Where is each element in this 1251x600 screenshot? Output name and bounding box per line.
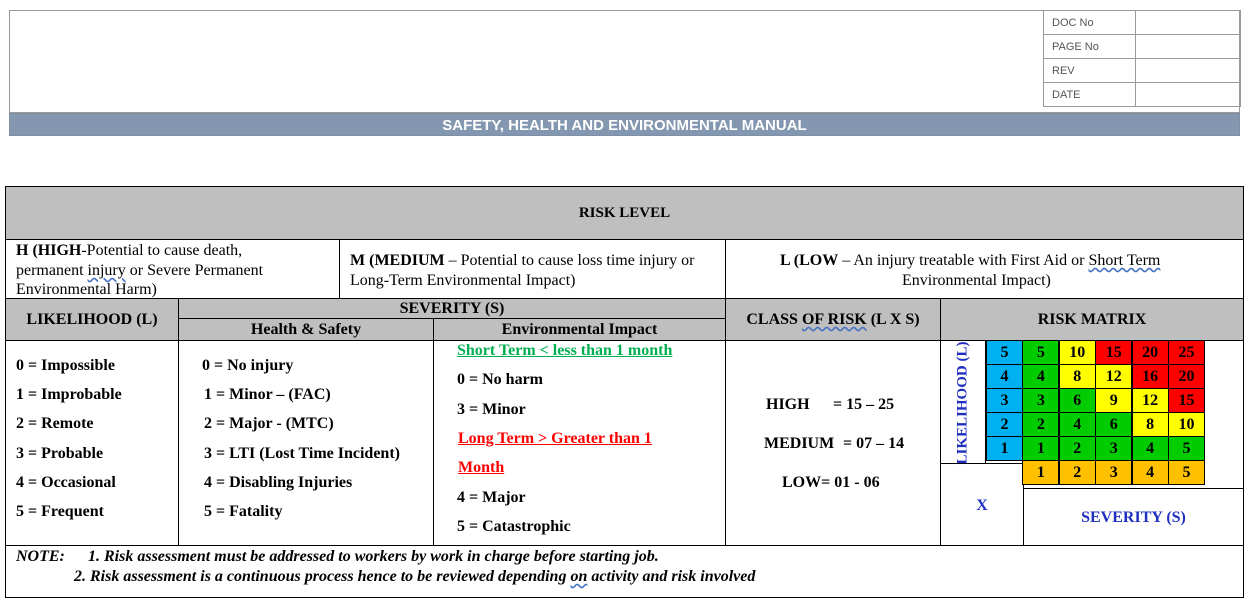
matrix-severity-value: 2 bbox=[1059, 460, 1096, 485]
matrix-severity-axis-label: SEVERITY (S) bbox=[1081, 509, 1186, 526]
medium-line-1 bbox=[350, 252, 694, 270]
long-term-heading-line-2: Month bbox=[458, 459, 505, 476]
matrix-cell: 6 bbox=[1059, 388, 1096, 413]
low-name: LOW bbox=[799, 252, 839, 269]
high-code: H ( bbox=[16, 242, 38, 259]
high-name: HIGH bbox=[37, 242, 82, 259]
note-line-2b: on bbox=[570, 568, 588, 585]
risk-level-header bbox=[5, 186, 1244, 240]
risk-level-high bbox=[5, 239, 340, 299]
health-safety-body bbox=[178, 340, 434, 546]
likelihood-body bbox=[5, 340, 179, 546]
high-desc-2c: or Severe Permanent bbox=[125, 262, 264, 279]
health-safety-header-label: Health & Safety bbox=[250, 321, 362, 338]
meta-label: DOC No bbox=[1044, 11, 1136, 35]
class-of-risk-header bbox=[725, 298, 941, 341]
medium-code: M ( bbox=[350, 252, 375, 269]
note-line-2 bbox=[74, 568, 755, 586]
severity-header bbox=[178, 298, 726, 319]
matrix-cell: 10 bbox=[1059, 340, 1096, 365]
health-safety-item: 1 = Minor – (FAC) bbox=[204, 386, 331, 403]
matrix-severity-value: 1 bbox=[1022, 460, 1059, 485]
risk-matrix-header-label: RISK MATRIX bbox=[1037, 311, 1147, 328]
long-term-heading-line-1: Long Term > Greater than 1 bbox=[458, 430, 652, 447]
meta-value bbox=[1136, 35, 1241, 59]
high-line-1 bbox=[16, 242, 242, 260]
matrix-cell: 8 bbox=[1059, 364, 1096, 389]
health-safety-header bbox=[178, 318, 434, 341]
class-range-low: = 01 - 06 bbox=[821, 474, 880, 491]
low-line-1 bbox=[780, 252, 1160, 270]
matrix-likelihood-value: 2 bbox=[986, 412, 1023, 437]
matrix-likelihood-value: 1 bbox=[986, 436, 1023, 461]
environmental-item: 0 = No harm bbox=[457, 371, 543, 388]
environmental-item: 4 = Major bbox=[457, 489, 526, 506]
meta-value bbox=[1136, 11, 1241, 35]
matrix-cell: 15 bbox=[1095, 340, 1132, 365]
matrix-cell: 6 bbox=[1095, 412, 1132, 437]
matrix-cell: 3 bbox=[1095, 436, 1132, 461]
matrix-cell: 12 bbox=[1095, 364, 1132, 389]
matrix-severity-value: 4 bbox=[1132, 460, 1169, 485]
matrix-likelihood-value: 4 bbox=[986, 364, 1023, 389]
matrix-cell: 10 bbox=[1168, 412, 1205, 437]
meta-row-doc-no bbox=[1044, 11, 1241, 35]
high-line-3: Environmental Harm) bbox=[16, 281, 157, 298]
matrix-cell: 15 bbox=[1168, 388, 1205, 413]
matrix-x-cell bbox=[940, 463, 1024, 546]
likelihood-header bbox=[5, 298, 179, 341]
note-line-2c: activity and risk involved bbox=[587, 568, 756, 585]
note-line-2a: 2. Risk assessment is a continuous process hence to be reviewed depending bbox=[74, 568, 571, 585]
meta-row-date bbox=[1044, 83, 1241, 107]
matrix-x-label: X bbox=[976, 497, 988, 514]
matrix-cell: 2 bbox=[1022, 412, 1059, 437]
class-of-risk-b: OF RISK bbox=[801, 311, 867, 328]
meta-row-rev bbox=[1044, 59, 1241, 83]
environmental-header-label: Environmental Impact bbox=[501, 321, 658, 338]
health-safety-item: 2 = Major - (MTC) bbox=[204, 415, 334, 432]
risk-level-medium bbox=[339, 239, 726, 299]
class-of-risk-body bbox=[725, 340, 941, 546]
matrix-cell: 8 bbox=[1132, 412, 1169, 437]
matrix-cell: 2 bbox=[1059, 436, 1096, 461]
meta-label: DATE bbox=[1044, 83, 1136, 107]
low-code: L ( bbox=[780, 252, 800, 269]
environmental-body bbox=[433, 340, 726, 546]
high-desc-1: -Potential to cause death, bbox=[81, 242, 243, 259]
environmental-header bbox=[433, 318, 726, 341]
high-desc-2b: injury bbox=[87, 262, 126, 279]
class-label-medium: MEDIUM bbox=[764, 435, 835, 452]
health-safety-item: 3 = LTI (Lost Time Incident) bbox=[204, 445, 400, 462]
class-label-high: HIGH bbox=[766, 396, 810, 413]
medium-desc-1: – Potential to cause loss time injury or bbox=[444, 252, 695, 269]
document-meta-table bbox=[1043, 10, 1241, 107]
matrix-cell: 4 bbox=[1132, 436, 1169, 461]
matrix-cell: 4 bbox=[1022, 364, 1059, 389]
matrix-cell: 1 bbox=[1022, 436, 1059, 461]
class-label-low bbox=[782, 474, 880, 492]
class-of-risk-c: (L X S) bbox=[866, 311, 920, 328]
matrix-cell: 12 bbox=[1132, 388, 1169, 413]
medium-line-2: Long-Term Environmental Impact) bbox=[350, 272, 576, 289]
matrix-likelihood-value: 5 bbox=[986, 340, 1023, 365]
class-of-risk-header-label bbox=[726, 311, 940, 329]
matrix-severity-value: 3 bbox=[1095, 460, 1132, 485]
health-safety-item: 0 = No injury bbox=[202, 357, 294, 374]
matrix-likelihood-value: 3 bbox=[986, 388, 1023, 413]
matrix-severity-axis-cell bbox=[1023, 488, 1244, 546]
meta-value bbox=[1136, 83, 1241, 107]
health-safety-item: 5 = Fatality bbox=[204, 503, 283, 520]
matrix-cell: 3 bbox=[1022, 388, 1059, 413]
severity-header-label: SEVERITY (S) bbox=[399, 300, 505, 317]
medium-name: MEDIUM bbox=[374, 252, 445, 269]
low-desc-1a: – An injury treatable with First Aid or bbox=[838, 252, 1089, 269]
health-safety-item: 4 = Disabling Injuries bbox=[204, 474, 353, 491]
matrix-cell: 5 bbox=[1022, 340, 1059, 365]
meta-label: REV bbox=[1044, 59, 1136, 83]
likelihood-header-label: LIKELIHOOD (L) bbox=[26, 311, 158, 328]
manual-title-bar: SAFETY, HEALTH AND ENVIRONMENTAL MANUAL bbox=[9, 113, 1240, 136]
matrix-cell: 4 bbox=[1059, 412, 1096, 437]
matrix-cell: 20 bbox=[1132, 340, 1169, 365]
matrix-cell: 5 bbox=[1168, 436, 1205, 461]
risk-level-title: RISK LEVEL bbox=[578, 205, 671, 221]
likelihood-item: 2 = Remote bbox=[16, 415, 94, 432]
likelihood-item: 0 = Impossible bbox=[16, 357, 115, 374]
matrix-likelihood-axis-label: LIKELIHOOD (L) bbox=[954, 341, 971, 465]
class-of-risk-a: CLASS bbox=[746, 311, 802, 328]
environmental-item: 3 = Minor bbox=[457, 401, 526, 418]
class-range-medium: = 07 – 14 bbox=[843, 435, 905, 452]
high-desc-2a: permanent bbox=[16, 262, 88, 279]
class-range-high: = 15 – 25 bbox=[833, 396, 895, 413]
risk-level-low bbox=[725, 239, 1244, 299]
meta-row-page-no bbox=[1044, 35, 1241, 59]
class-label-low-name: LOW bbox=[782, 474, 822, 491]
meta-label: PAGE No bbox=[1044, 35, 1136, 59]
risk-matrix-header bbox=[940, 298, 1244, 341]
note-line-1: 1. Risk assessment must be addressed to workers by work in charge before starting job. bbox=[88, 548, 659, 565]
low-line-2: Environmental Impact) bbox=[902, 272, 1051, 289]
matrix-cell: 25 bbox=[1168, 340, 1205, 365]
likelihood-item: 4 = Occasional bbox=[16, 474, 116, 491]
matrix-cell: 9 bbox=[1095, 388, 1132, 413]
environmental-item: 5 = Catastrophic bbox=[457, 518, 571, 535]
matrix-cell: 20 bbox=[1168, 364, 1205, 389]
low-desc-1b: Short Term bbox=[1088, 252, 1161, 269]
notes-section bbox=[5, 545, 1244, 598]
matrix-cell: 16 bbox=[1132, 364, 1169, 389]
high-line-2 bbox=[16, 262, 263, 280]
likelihood-item: 1 = Improbable bbox=[16, 386, 122, 403]
note-prefix: NOTE: bbox=[16, 548, 65, 565]
likelihood-item: 5 = Frequent bbox=[16, 503, 104, 520]
short-term-heading: Short Term < less than 1 month bbox=[457, 342, 673, 359]
meta-value bbox=[1136, 59, 1241, 83]
matrix-severity-value: 5 bbox=[1168, 460, 1205, 485]
likelihood-item: 3 = Probable bbox=[16, 445, 104, 462]
